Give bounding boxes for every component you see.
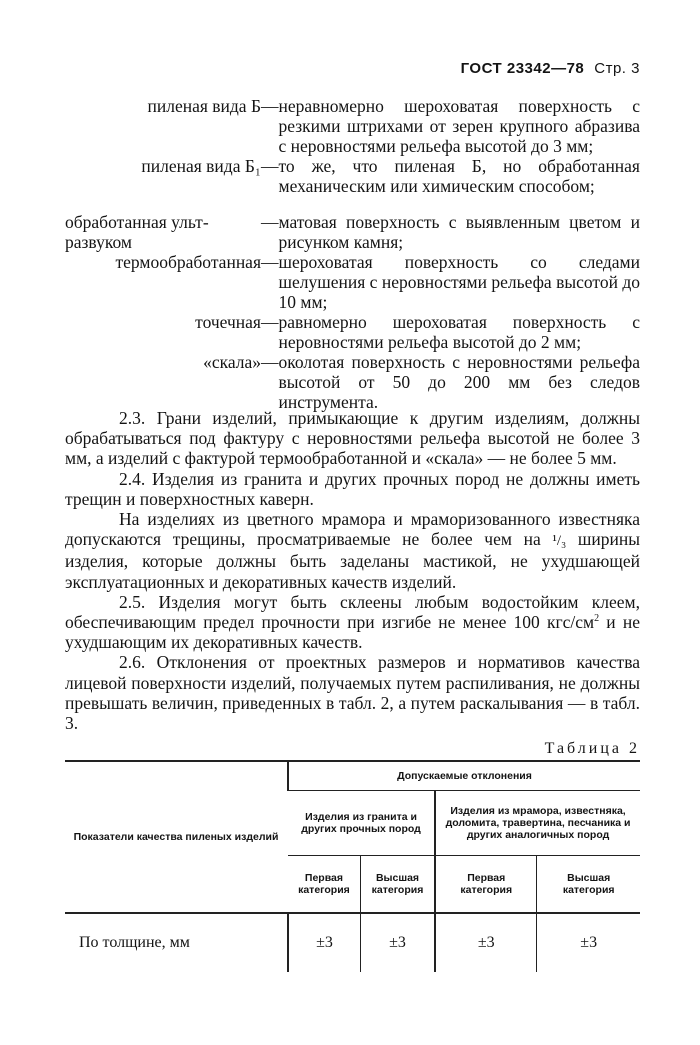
- paragraph-2-5: [65, 592, 640, 653]
- paragraph-2-3: 2.3. Грани изделий, примыкающие к другим изделиям, должны обрабатываться под фактуру с неровностями рельефа высотой не более 3 мм, а изделий с фактурой термообработанной и «скала» — не более 5 мм.: [65, 408, 640, 469]
- column-header-indicator: Показатели качества пиленых изделий: [65, 761, 288, 913]
- subheader-granite: Изделия из гранита и других прочных пород: [288, 791, 435, 856]
- definition-dash: —: [261, 352, 279, 372]
- paragraph-2-5-text-end: и не ухудшающим их декоративных качеств.: [65, 612, 640, 653]
- definition-row: [65, 196, 640, 252]
- definition-text: шероховатая поверхность со следами шелушения с неровностями рельефа высотой до 10 мм;: [278, 252, 640, 312]
- definition-text: равномерно шероховатая поверхность с неровностями рельефа высотой до 2 мм;: [278, 312, 640, 352]
- definition-term: пиленая вида Б₁: [141, 156, 261, 176]
- tolerance-table: [65, 760, 640, 972]
- definition-row: [65, 352, 640, 412]
- category-highest-header: Высшая категория: [360, 856, 435, 914]
- category-first-header: Первая категория: [435, 856, 537, 914]
- fraction-one-third: ¹/₃: [552, 533, 567, 550]
- page-number: Стр. 3: [594, 60, 640, 77]
- table-cell: ±3: [435, 913, 537, 972]
- definition-term: пиленая вида Б: [147, 96, 261, 116]
- paragraph-marble-text-end: ширины изделия, которые должны быть заделаны мастикой, не ухудшающей эксплуатационных и декоративных качеств изделий.: [65, 529, 640, 592]
- table-header-row: [65, 761, 640, 791]
- definition-dash: —: [261, 156, 279, 176]
- definition-term: [65, 196, 261, 252]
- definition-text: матовая поверхность с выявленным цветом и рисунком камня;: [278, 212, 640, 252]
- definition-text: то же, что пиленая Б, но обработанная механическим или химическим способом;: [278, 156, 640, 196]
- definition-dash: —: [261, 312, 279, 332]
- definition-term: термообработанная: [115, 252, 261, 272]
- paragraph-2-5-text: 2.5. Изделия могут быть склеены любым водостойким клеем, обеспечивающим предел прочности при изгибе не менее 100 кгс/см: [65, 591, 640, 633]
- definition-row: [65, 252, 640, 312]
- definition-term-line: развуком: [65, 232, 132, 252]
- page-header: [461, 60, 640, 77]
- paragraph-2-4: 2.4. Изделия из гранита и других прочных пород не должны иметь трещин и поверхностных каверн.: [65, 468, 640, 509]
- category-highest-header: Высшая категория: [537, 856, 640, 914]
- definition-dash: —: [261, 96, 279, 116]
- paragraph-marble-text: На изделиях из цветного мрамора и мраморизованного известняка допускаются трещины, просматриваемые не более чем на: [65, 509, 640, 550]
- table-cell: ±3: [360, 913, 435, 972]
- finish-definitions: [65, 96, 640, 412]
- table-row: [65, 913, 640, 972]
- definition-row: [65, 312, 640, 352]
- column-group-header: Допускаемые отклонения: [288, 761, 640, 791]
- definition-row: [65, 96, 640, 156]
- paragraph-2-6: 2.6. Отклонения от проектных размеров и нормативов качества лицевой поверхности изделий, получаемых путем распиливания, не должны превышать величин, приведенных в табл. 2, а путем раскалывания — в табл. 3.: [65, 652, 640, 734]
- category-first-header: Первая категория: [288, 856, 360, 914]
- definition-text: околотая поверхность с неровностями рельефа высотой от 50 до 200 мм без следов инструмента.: [278, 352, 640, 412]
- table-cell: ±3: [288, 913, 360, 972]
- definition-dash: —: [261, 212, 279, 232]
- table-caption: Таблица 2: [544, 740, 640, 757]
- gost-number: ГОСТ 23342—78: [460, 60, 585, 77]
- definition-row: [65, 156, 640, 196]
- definition-term: «скала»: [203, 352, 261, 372]
- paragraph-marble: [65, 509, 640, 592]
- definition-term-line: обработанная ульт-: [65, 212, 209, 232]
- definition-term: точечная: [195, 312, 261, 332]
- body-text: [65, 408, 640, 733]
- definition-text: неравномерно шероховатая поверхность с резкими штрихами от зерен крупного абразива с неровностями рельефа высотой до 3 мм;: [278, 96, 640, 156]
- table-cell: ±3: [537, 913, 640, 972]
- definition-dash: —: [261, 252, 279, 272]
- row-indicator: По толщине, мм: [65, 913, 288, 972]
- subheader-marble: Изделия из мрамора, известняка, доломита, травертина, песчаника и других аналогичных пород: [435, 791, 640, 856]
- superscript-2: 2: [594, 613, 600, 625]
